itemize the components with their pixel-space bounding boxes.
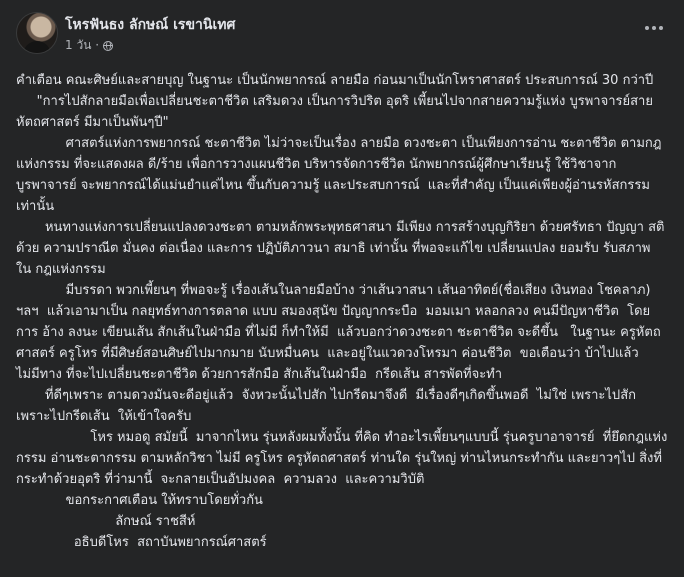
post-paragraph: ขอกระกาศเตือน ให้ทราบโดยทั่วกัน (16, 493, 263, 508)
post-header (16, 12, 668, 60)
dot (659, 26, 663, 30)
post-paragraph: ที่ดีๆเพราะ ตามดวงมันจะดีอยู่แล้ว จังหวะนั้นไปสัก ไปกรีดมาจึงดี มีเรื่องดีๆเกิดขึ้นพอดี ไม่ใช่ เพราะไปสักเพราะไปกรีดเส้น ให้เข้าใจครับ (16, 388, 636, 424)
post-meta (65, 36, 113, 55)
post-paragraph: "การไปสักลายมือเพื่อเปลี่ยนชะตาชีวิต เสริมดวง เป็นการวิปริต อุตริ เพี้ยนไปจากสายความรู้แห่ง บูรพาจารย์สายหัตถศาสตร์ มีมาเป็นพันๆปี" (16, 94, 653, 130)
dot (645, 26, 649, 30)
post-body (16, 70, 673, 553)
post-paragraph: หนทางแห่งการเปลี่ยนแปลงดวงชะตา ตามหลักพระพุทธศาสนา มีเพียง การสร้างบุญกิริยา ด้วยศรัทธา ปัญญา สติ ด้วย ความปราณีต มั่นคง ต่อเนื่อง และการ ปฏิบัติภาวนา สมาธิ เท่านั้น ที่พอจะแก้ไข เปลี่ยนแปลง ยอมรับ รับสภาพ ใน กฎแห่งกรรม (16, 220, 673, 277)
post-paragraph: คำเตือน คณะศิษย์และสายบุญ ในฐานะ เป็นนักพยากรณ์ ลายมือ ก่อนมาเป็นนักโหราศาสตร์ ประสบการณ์ 30 กว่าปี (16, 73, 654, 88)
avatar-figure (23, 41, 51, 54)
post-paragraph: มีบรรดา พวกเพี้ยนๆ ที่พอจะรู้ เรื่องเส้นในลายมือบ้าง ว่าเส้นวาสนา เส้นอาทิตย์(ชื่อเสียง เงินทอง โชคลาภ) ฯลฯ แล้วเอามาเป็น กลยุทธ์ทางการตลาด แบบ สมองสุนัข ปัญญากระบือ มอมเมา หลอกลวง คนมีปัญหาชีวิต โดย การ อ้าง ลงนะ เขียนเส้น สักเส้นในฝ่ามือ ที่ไม่มี ก็ทำให้มี แล้วบอกว่าดวงชะตา ชะตาชีวิต จะดีขึ้น ในฐานะ ครูหัตถศาสตร์ ครูโหร ที่มีศิษย์สอนศิษย์ไปมากมาย นับหมื่นคน และอยู่ในแวดวงโหรมา ค่อนชีวิต ขอเตือนว่า บ้าไปแล้ว ไม่มีทาง ที่จะไปเปลี่ยนชะตาชีวิต ด้วยการสักมือ สักเส้นในฝ่ามือ กรีดเส้น สารพัดที่จะทำ (16, 283, 661, 382)
dot (652, 26, 656, 30)
post-paragraph: ศาสตร์แห่งการพยากรณ์ ชะตาชีวิต ไม่ว่าจะเป็นเรื่อง ลายมือ ดวงชะตา เป็นเพียงการอ่าน ชะตาชีวิต ตามกฎแห่งกรรม ที่จะแสดงผล ดี/ร้าย เพื่อการวางแผนชีวิต บริหารจัดการชีวิต นักพยากรณ์ผู้ศึกษาเรียนรู้ ใช้วิชาจากบูรพาจารย์ จะพยากรณ์ได้แม่นยำแค่ไหน ขึ้นกับความรู้ และประสบการณ์ และที่สำคัญ เป็นแค่เพียงผู้อ่านรหัสกรรม เท่านั้น (16, 136, 662, 214)
more-options-icon[interactable] (640, 18, 668, 38)
author-name[interactable]: โหรฟันธง ลักษณ์ เรขานิเทศ (65, 17, 236, 33)
globe-icon[interactable] (103, 41, 113, 51)
post-paragraph: อธิบดีโหร สถาบันพยากรณ์ศาสตร์ (16, 535, 267, 550)
post-paragraph: โหร หมอดู สมัยนี้ มาจากไหน รุ่นหลังผมทั้งนั้น ที่คิด ทำอะไรเพี้ยนๆแบบนี้ รุ่นครูบาอาจารย์ ที่ยึดกฎแห่งกรรม อ่านชะตากรรม ตามหลักวิชา ไม่มี ครูโหร ครูหัตถศาสตร์ ท่านใด รุ่นใหญ่ ท่านไหนกระทำกัน และยาวๆไป สิ่งที่กระทำด้วยอุตริ ที่ว่ามานี้ จะกลายเป็นอัปมงคล ความลวง และความวิบัติ (16, 430, 668, 487)
post-time[interactable]: 1 วัน · (65, 38, 100, 52)
post-paragraph: ลักษณ์ ราชสีห์ (16, 514, 196, 529)
author-avatar[interactable] (16, 12, 58, 54)
